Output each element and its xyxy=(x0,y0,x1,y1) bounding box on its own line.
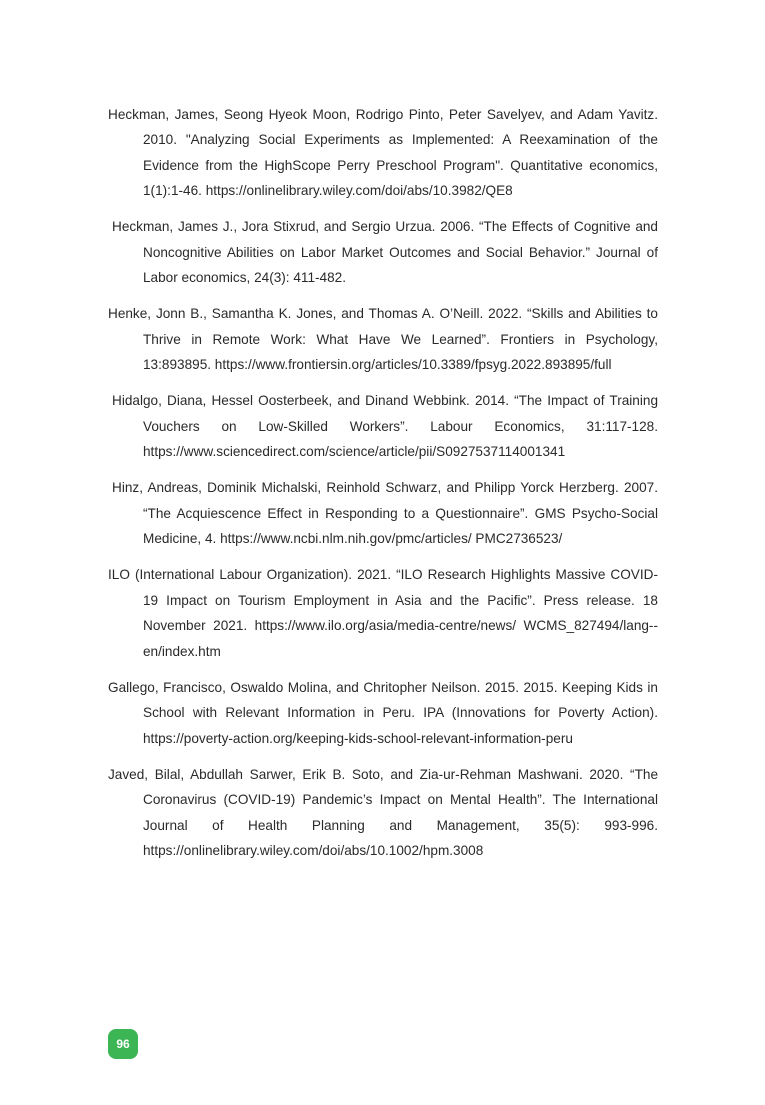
reference-entry-hidalgo-2014: Hidalgo, Diana, Hessel Oosterbeek, and Dinand Webbink. 2014. “The Impact of Training Vouchers on Low-Skilled Workers”. Labour Economics, 31:117-128. https://www.sciencedirect.com/science/article/pii/S0927537114001341 xyxy=(112,393,658,460)
reference-list xyxy=(108,102,658,874)
reference-entry-heckman-2006: Heckman, James J., Jora Stixrud, and Sergio Urzua. 2006. “The Effects of Cognitive and Noncognitive Abilities on Labor Market Outcomes and Social Behavior.” Journal of Labor economics, 24(3): 411-482. xyxy=(112,219,658,286)
reference-entry-gallego-2015: Gallego, Francisco, Oswaldo Molina, and Chritopher Neilson. 2015. 2015. Keeping Kids in School with Relevant Information in Peru. IPA (Innovations for Poverty Action). https://poverty-action.org/keeping-kids-school-relevant-information-peru xyxy=(108,679,658,746)
page-number-badge: 96 xyxy=(108,1029,138,1059)
reference-entry-ilo-2021: ILO (International Labour Organization). 2021. “ILO Research Highlights Massive COVID-19 Impact on Tourism Employment in Asia and the Pacific”. Press release. 18 November 2021. https://www.ilo.org/asia/media-centre/news/ WCMS_827494/lang--en/index.htm xyxy=(108,567,658,659)
reference-entry-heckman-2010: Heckman, James, Seong Hyeok Moon, Rodrigo Pinto, Peter Savelyev, and Adam Yavitz. 2010. "Analyzing Social Experiments as Implemented: A Reexamination of the Evidence from the HighScope Perry Preschool Program". Quantitative economics, 1(1):1-46. https://onlinelibrary.wiley.com/doi/abs/10.3982/QE8 xyxy=(108,107,658,199)
reference-entry-hinz-2007: Hinz, Andreas, Dominik Michalski, Reinhold Schwarz, and Philipp Yorck Herzberg. 2007. “The Acquiescence Effect in Responding to a Questionnaire”. GMS Psycho-Social Medicine, 4. https://www.ncbi.nlm.nih.gov/pmc/articles/ PMC2736523/ xyxy=(112,480,658,547)
reference-entry-javed-2020: Javed, Bilal, Abdullah Sarwer, Erik B. Soto, and Zia-ur-Rehman Mashwani. 2020. “The Coronavirus (COVID-19) Pandemic’s Impact on Mental Health”. The International Journal of Health Planning and Management, 35(5): 993-996. https://onlinelibrary.wiley.com/doi/abs/10.1002/hpm.3008 xyxy=(108,766,658,859)
reference-entry-henke-2022: Henke, Jonn B., Samantha K. Jones, and Thomas A. O’Neill. 2022. “Skills and Abilities to Thrive in Remote Work: What Have We Learned”. Frontiers in Psychology, 13:893895. https://www.frontiersin.org/articles/10.3389/fpsyg.2022.893895/full xyxy=(108,306,658,373)
